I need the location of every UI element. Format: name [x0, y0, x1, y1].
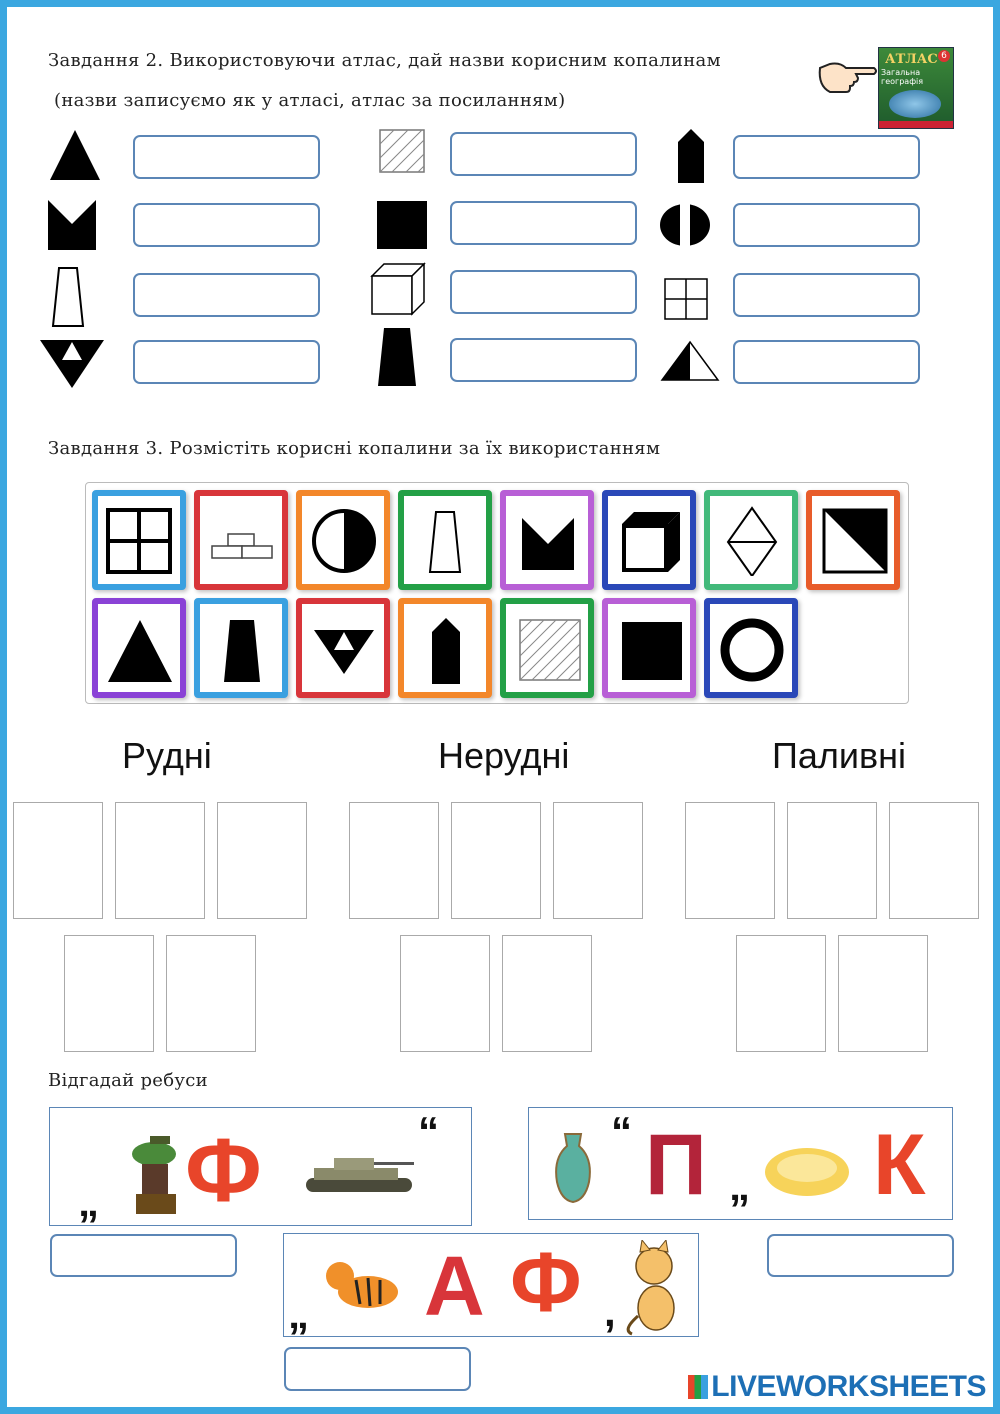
rebus-3-quote-open: „: [288, 1290, 309, 1337]
drop-zone-ore-5[interactable]: [166, 935, 256, 1052]
answer-input-5[interactable]: [450, 132, 637, 176]
atlas-cover-image[interactable]: [878, 47, 954, 129]
atlas-subtitle: Загальна географія: [881, 68, 924, 86]
black-square-icon: [614, 612, 684, 684]
m-crown-icon: [512, 504, 582, 576]
triangle-icon: [104, 612, 174, 684]
atlas-title: АТЛАС: [885, 52, 938, 67]
answer-input-6[interactable]: [450, 201, 637, 245]
rebus-3-answer-input[interactable]: [284, 1347, 471, 1391]
answer-input-11[interactable]: [733, 273, 920, 317]
tank-icon: [300, 1152, 418, 1196]
brand-logo-icon: [688, 1375, 708, 1399]
answer-input-2[interactable]: [133, 203, 320, 247]
grid-square-symbol-icon: [664, 278, 708, 320]
task3-title: Завдання 3. Розмістіть корисні копалини за їх використанням: [48, 438, 661, 459]
drag-tile-half-circle[interactable]: [296, 490, 390, 590]
rebus-3-letter-2: Ф: [510, 1235, 582, 1329]
rebus-3-comma: ,: [604, 1288, 616, 1335]
rebus-2-answer-input[interactable]: [767, 1234, 954, 1277]
drop-zone-ore-1[interactable]: [13, 802, 103, 919]
rebus-3: [283, 1233, 699, 1337]
drag-tile-pentagon[interactable]: [398, 598, 492, 698]
crocodile-icon: [120, 1132, 184, 1218]
split-oval-symbol-icon: [658, 202, 712, 248]
m-crown-symbol-icon: [48, 200, 96, 250]
drop-zone-fuel-5[interactable]: [838, 935, 928, 1052]
drag-tile-grid[interactable]: [92, 490, 186, 590]
inverted-triangle-icon: [308, 612, 378, 684]
category-nonore: Нерудні: [438, 735, 570, 776]
answer-input-4[interactable]: [133, 340, 320, 384]
answer-input-7[interactable]: [450, 270, 637, 314]
black-square-symbol-icon: [376, 200, 428, 250]
hatched-square-icon: [512, 612, 582, 684]
drag-tile-ring[interactable]: [704, 598, 798, 698]
rebus-1-letter: Ф: [185, 1121, 262, 1221]
ring-icon: [716, 612, 786, 684]
diamond-icon: [716, 504, 786, 576]
drag-tile-inverted-triangle[interactable]: [296, 598, 390, 698]
drop-zone-ore-3[interactable]: [217, 802, 307, 919]
drag-tile-cube[interactable]: [602, 490, 696, 590]
rebus-2: [528, 1107, 953, 1220]
drop-zone-fuel-1[interactable]: [685, 802, 775, 919]
triangle-symbol-icon: [48, 128, 102, 182]
drag-tile-crown[interactable]: [500, 490, 594, 590]
brand-logo: [688, 1370, 986, 1404]
answer-input-12[interactable]: [733, 340, 920, 384]
answer-input-8[interactable]: [450, 338, 637, 382]
grid-square-icon: [104, 504, 174, 576]
atlas-grade-badge: 6: [938, 50, 950, 62]
pentagon-icon: [410, 612, 480, 684]
diagonal-split-square-icon: [818, 504, 888, 576]
black-trapezoid-icon: [206, 612, 276, 684]
pointing-hand-icon: [816, 56, 878, 98]
brand-text: LIVEWORKSHEETS: [711, 1370, 986, 1403]
drop-zone-nonore-4[interactable]: [400, 935, 490, 1052]
drop-zone-nonore-5[interactable]: [502, 935, 592, 1052]
rebus-1-answer-input[interactable]: [50, 1234, 237, 1277]
drop-zone-fuel-4[interactable]: [736, 935, 826, 1052]
rebus-2-quote-open: “: [611, 1108, 632, 1155]
melon-icon: [761, 1138, 853, 1200]
answer-input-1[interactable]: [133, 135, 320, 179]
rebus-2-letter-2: К: [873, 1117, 926, 1213]
tiger-icon: [318, 1252, 404, 1318]
cat-icon: [618, 1240, 690, 1336]
drag-tile-black-trapezoid[interactable]: [194, 598, 288, 698]
answer-input-10[interactable]: [733, 203, 920, 247]
hatched-square-symbol-icon: [378, 128, 426, 174]
rebus-3-letter-1: А: [424, 1239, 485, 1333]
category-fuel: Паливні: [772, 735, 907, 776]
drop-zone-ore-4[interactable]: [64, 935, 154, 1052]
answer-input-9[interactable]: [733, 135, 920, 179]
rebus-2-letter-1: П: [645, 1117, 707, 1213]
rebus-1-quote-close: “: [418, 1108, 439, 1155]
task2-title: Завдання 2. Використовуючи атлас, дай назви корисним копалинам: [48, 50, 721, 71]
outline-trapezoid-icon: [410, 504, 480, 576]
atlas-stripe: [879, 121, 953, 128]
black-trapezoid-symbol-icon: [376, 326, 418, 388]
bricks-icon: [206, 504, 276, 576]
outline-trapezoid-symbol-icon: [50, 266, 86, 328]
drop-zone-ore-2[interactable]: [115, 802, 205, 919]
drag-tile-diamond[interactable]: [704, 490, 798, 590]
solid-cube-icon: [614, 504, 684, 576]
drag-tile-black-square[interactable]: [602, 598, 696, 698]
rebus-title: Відгадай ребуси: [48, 1070, 208, 1091]
drop-zone-nonore-3[interactable]: [553, 802, 643, 919]
drag-tile-hatched[interactable]: [500, 598, 594, 698]
pentagon-symbol-icon: [676, 128, 706, 184]
answer-input-3[interactable]: [133, 273, 320, 317]
drop-zone-nonore-2[interactable]: [451, 802, 541, 919]
drag-tile-outline-trapezoid[interactable]: [398, 490, 492, 590]
drop-zone-nonore-1[interactable]: [349, 802, 439, 919]
vase-icon: [551, 1132, 595, 1204]
task2-subtitle: (назви записуємо як у атласі, атлас за посиланням): [54, 90, 566, 111]
globe-icon: [889, 90, 941, 118]
cube-symbol-icon: [370, 262, 426, 316]
drop-zone-fuel-2[interactable]: [787, 802, 877, 919]
half-circle-icon: [308, 504, 378, 576]
rebus-2-quote-mid: „: [729, 1162, 750, 1209]
drag-tile-triangle[interactable]: [92, 598, 186, 698]
rebus-1-quote-open: „: [78, 1178, 99, 1225]
drag-tile-diagonal-square[interactable]: [806, 490, 900, 590]
category-ore: Рудні: [122, 735, 212, 776]
drag-tile-bricks[interactable]: [194, 490, 288, 590]
inverted-triangle-symbol-icon: [38, 338, 106, 390]
drop-zone-fuel-3[interactable]: [889, 802, 979, 919]
half-triangle-symbol-icon: [660, 340, 720, 382]
rebus-1: [49, 1107, 472, 1226]
